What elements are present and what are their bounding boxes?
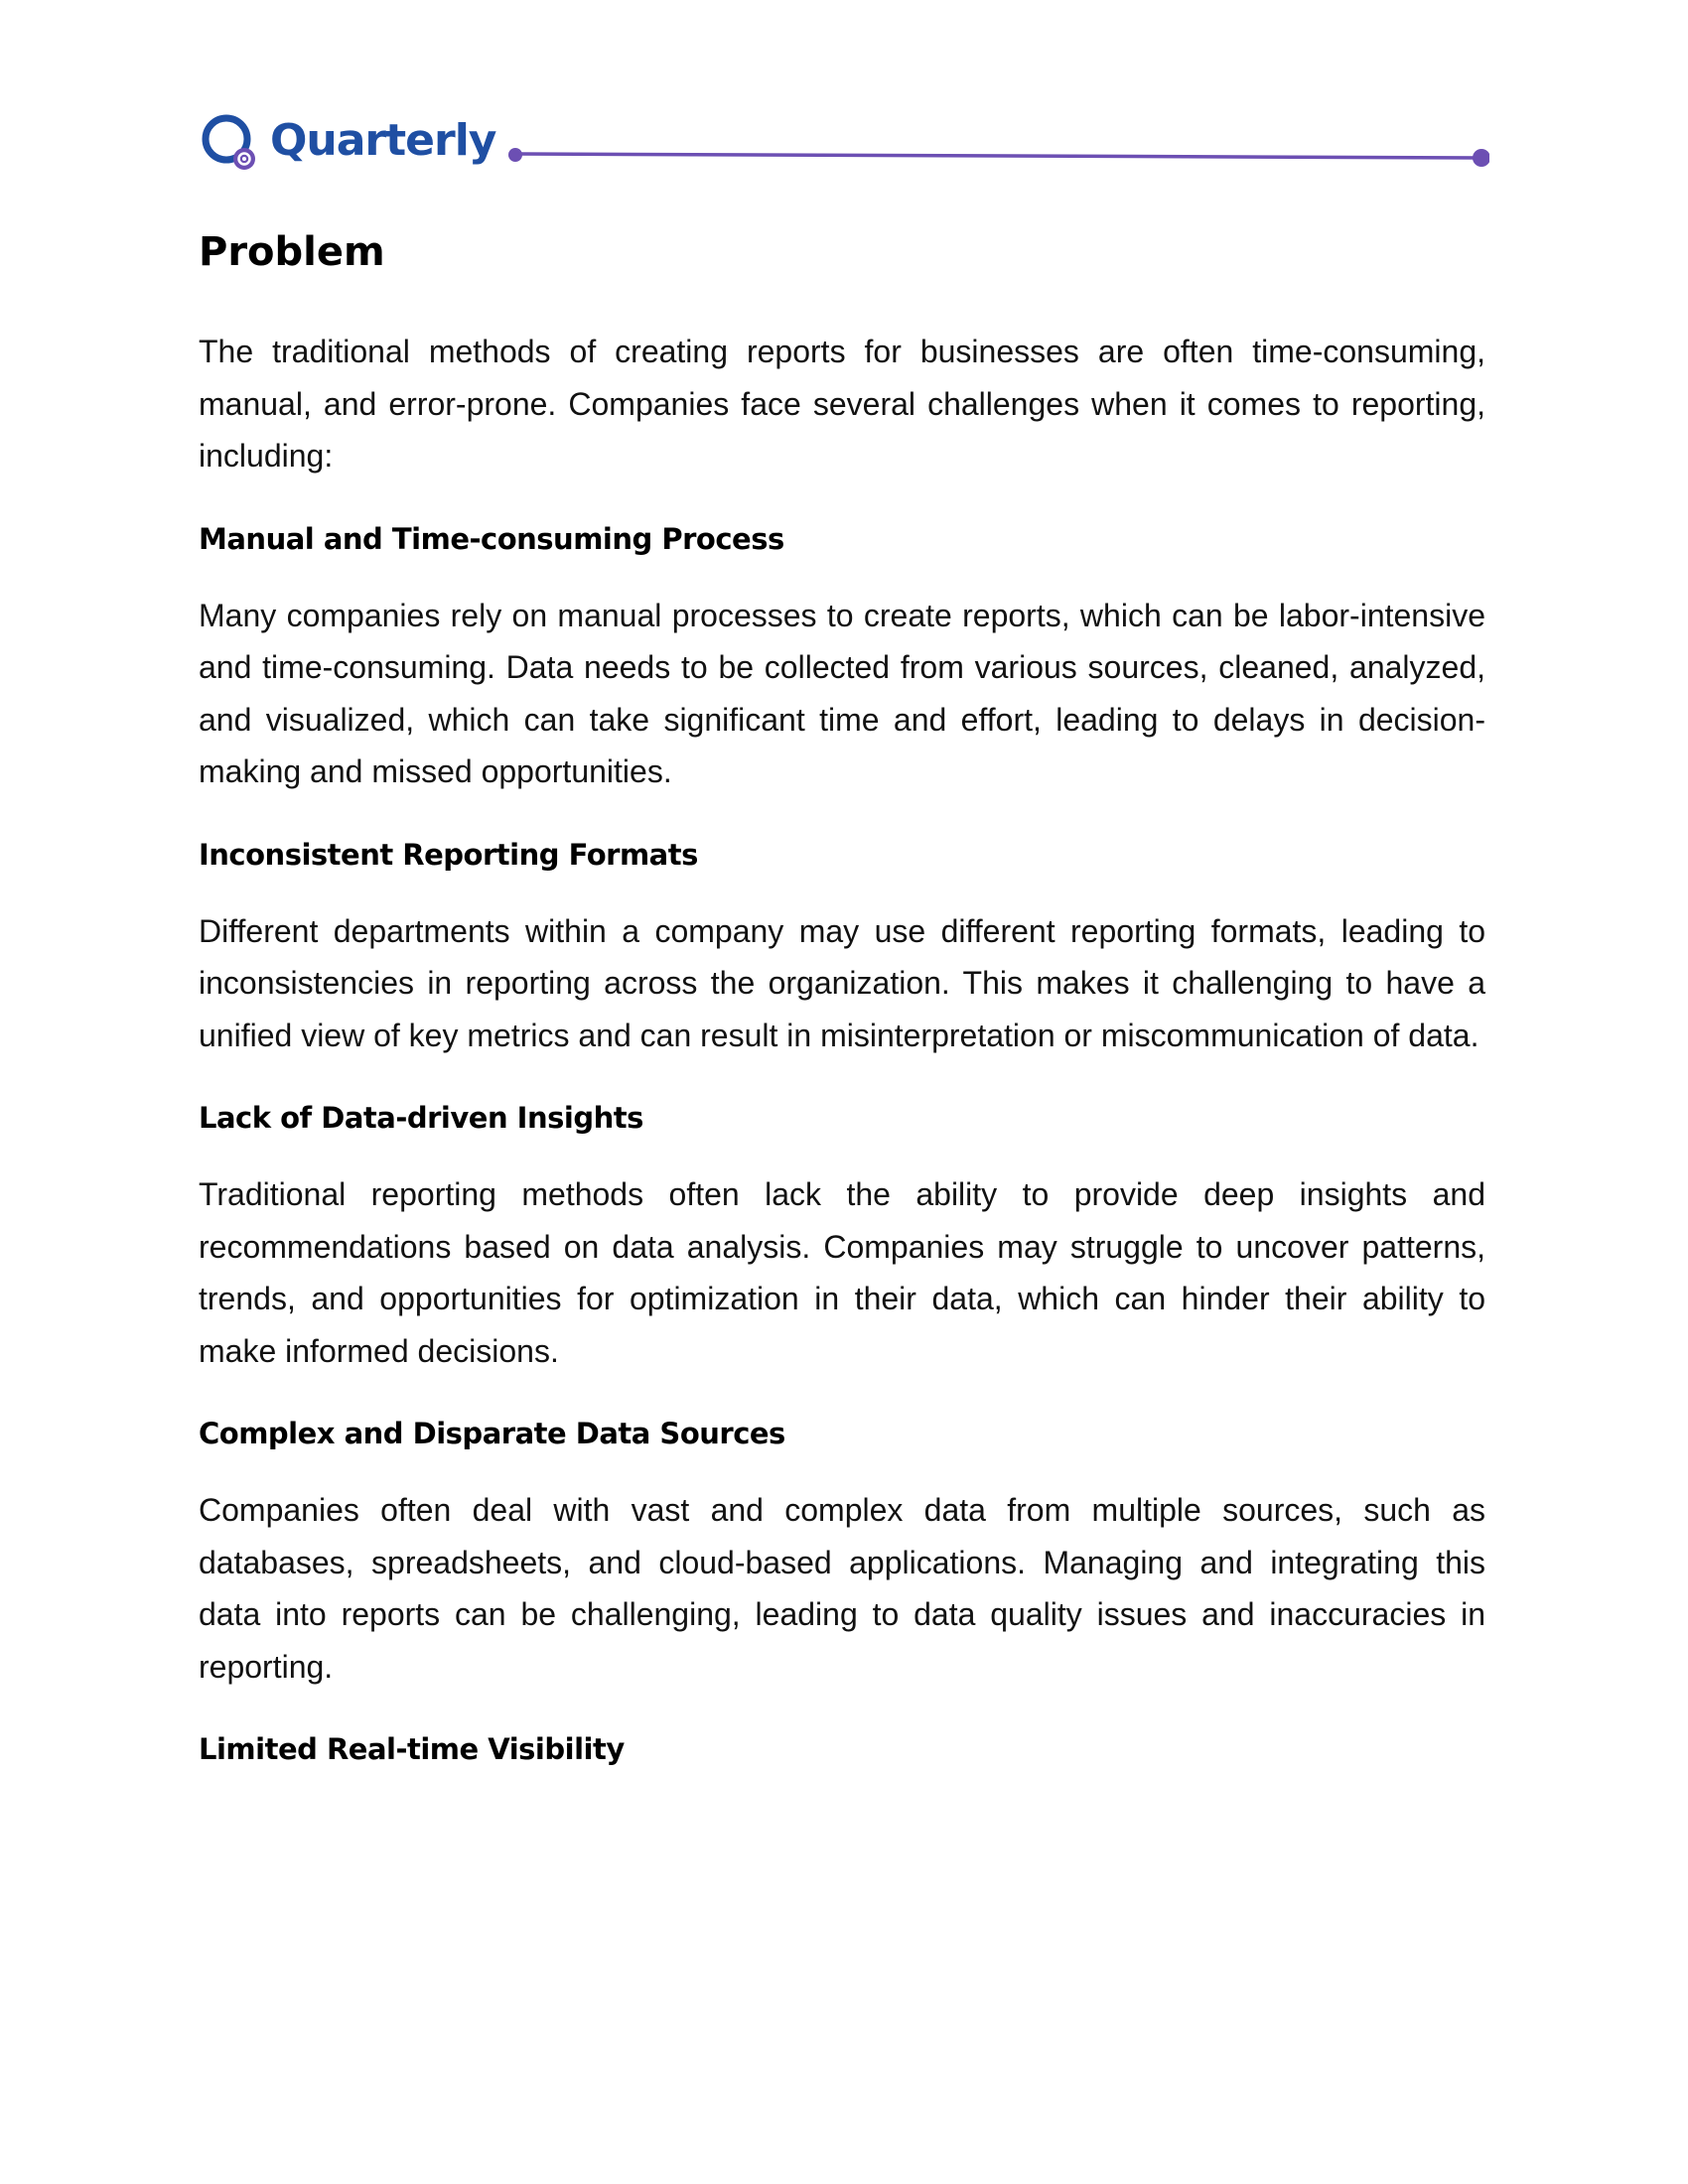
intro-paragraph: The traditional methods of creating reports for businesses are often time-consuming, manual, and error-prone. Companies face several challenges when it comes to reporting, including:	[199, 334, 1485, 474]
document-header	[199, 107, 1489, 177]
section-heading-realtime-visibility: Limited Real-time Visibility	[199, 1732, 625, 1766]
section-body-data-sources: Companies often deal with vast and complex data from multiple sources, such as databases, spreadsheets, and cloud-based applications. Managing and integrating this data into reports can be challenging, leading to data quality issues and inaccuracies in reporting.	[199, 1492, 1485, 1685]
header-rule-line	[506, 117, 1489, 177]
section-heading-inconsistent-formats: Inconsistent Reporting Formats	[199, 837, 698, 872]
rule-end-dot	[1473, 149, 1489, 167]
brand-wordmark: Quarterly	[270, 115, 496, 166]
section-heading-data-insights: Lack of Data-driven Insights	[199, 1101, 643, 1135]
section-body-inconsistent-formats: Different departments within a company may use different reporting formats, leading to inconsistencies in reporting across the organization. This makes it challenging to have a unified view of key metrics and can result in misinterpretation or miscommunication of data.	[199, 912, 1485, 1053]
magnifier-logo-icon	[199, 109, 264, 175]
section-body-manual-process: Many companies rely on manual processes to create reports, which can be labor-intensive and time-consuming. Data needs to be collected from various sources, cleaned, analyzed, and visualized, which can take significant time and effort, leading to delays in decision-making and missed opportunities.	[199, 597, 1485, 789]
section-body-data-insights: Traditional reporting methods often lack the ability to provide deep insights and recommendations based on data analysis. Companies may struggle to uncover patterns, trends, and opportunities for optimization in their data, which can hinder their ability to make informed decisions.	[199, 1176, 1485, 1369]
document-body	[199, 222, 1485, 1800]
section-heading-manual-process: Manual and Time-consuming Process	[199, 521, 784, 556]
rule-line	[520, 154, 1481, 158]
page-title: Problem	[199, 229, 385, 275]
section-heading-data-sources: Complex and Disparate Data Sources	[199, 1417, 785, 1450]
